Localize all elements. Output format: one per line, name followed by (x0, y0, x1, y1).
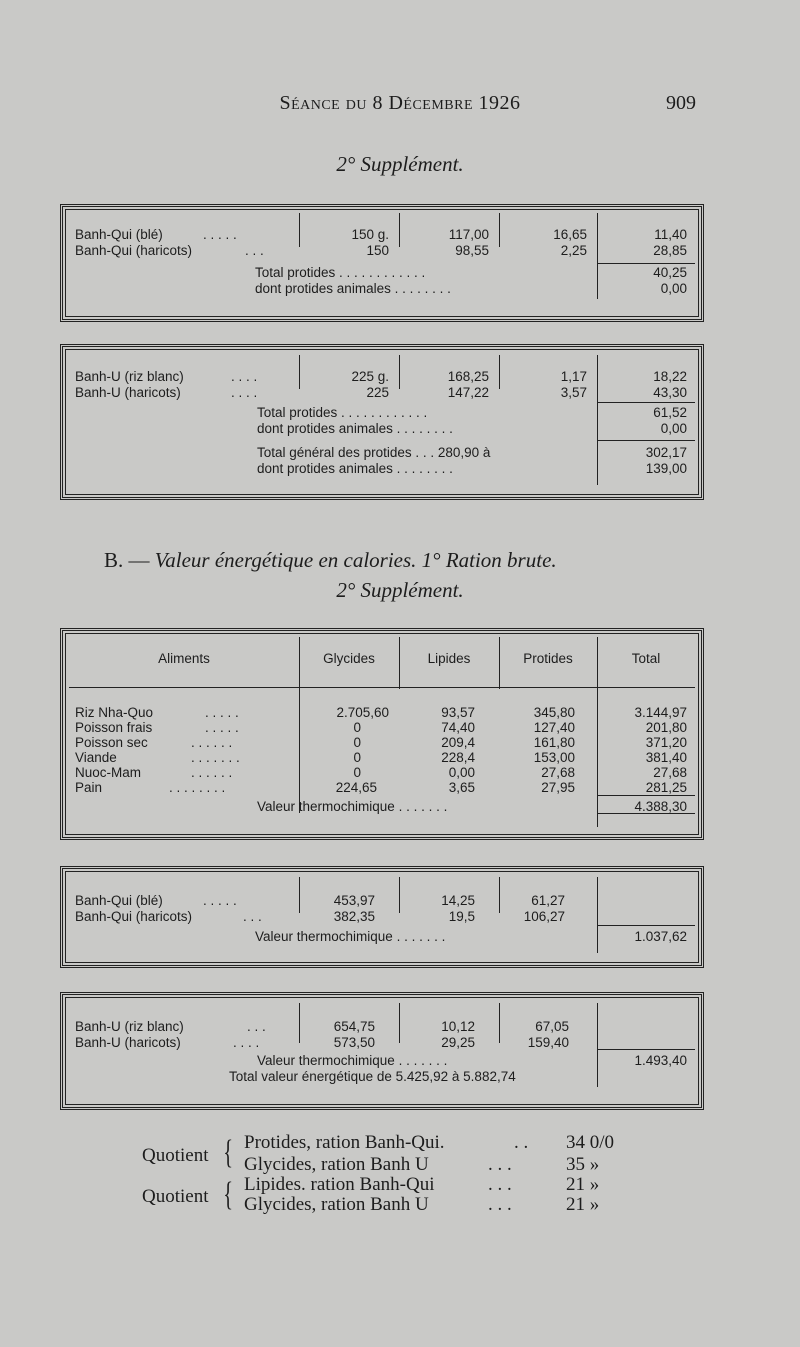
quotient-numerator: Lipides. ration Banh-Qui (244, 1174, 435, 1195)
table-row (63, 243, 701, 259)
col-header-aliments: Aliments (158, 651, 210, 666)
table-row (63, 720, 701, 736)
table-row (63, 369, 701, 385)
cell-value: 11,40 (654, 227, 687, 242)
table-header-row (63, 651, 701, 667)
quotient-label: Quotient (142, 1186, 209, 1207)
cell-value: 43,30 (653, 385, 687, 400)
col-header-glycides: Glycides (323, 651, 375, 666)
leader-dots: . . . . . (205, 705, 239, 720)
quotient-denominator: Glycides, ration Banh U (244, 1194, 429, 1215)
grand-total-value: 302,17 (645, 445, 687, 460)
cell-value: 18,22 (653, 369, 687, 384)
cell-lipides: 209,4 (441, 735, 475, 750)
table-row (63, 909, 701, 925)
cell-value: 3,57 (560, 385, 587, 400)
leader-dots: . . . (243, 909, 262, 924)
leader-dots: . . . (488, 1154, 512, 1175)
grand-total-label: Total général des protides . . . 280,90 à (257, 445, 491, 460)
table-row (63, 893, 701, 909)
cell-glycides: 0 (353, 765, 361, 780)
row-label: Poisson frais (75, 720, 153, 735)
cell-lipides: 3,65 (448, 780, 475, 795)
total-label: Valeur thermochimique . . . . . . . (257, 1053, 448, 1068)
cell-qty: 150 (366, 243, 389, 258)
table-calories-banh-u (60, 992, 704, 1110)
cell-qty: 225 (366, 385, 389, 400)
row-label: Banh-U (riz blanc) (75, 369, 184, 384)
row-label: Banh-Qui (haricots) (75, 243, 193, 258)
row-label: Banh-U (haricots) (75, 1035, 181, 1050)
cell-value: 2,25 (560, 243, 587, 258)
grand-animal-row (63, 461, 701, 477)
table-protides-banh-u (60, 344, 704, 500)
row-label: Viande (75, 750, 117, 765)
total-row (63, 1053, 701, 1069)
total-label: Total protides . . . . . . . . . . . . (255, 265, 426, 280)
cell-protides: 159,40 (527, 1035, 569, 1050)
animal-label: dont protides animales . . . . . . . . (257, 421, 453, 436)
total-value: 1.037,62 (634, 929, 687, 944)
total-value: 40,25 (653, 265, 687, 280)
row-label: Nuoc-Mam (75, 765, 142, 780)
leader-dots: . . . . . (203, 227, 237, 242)
cell-value: 16,65 (553, 227, 587, 242)
cell-lipides: 228,4 (441, 750, 475, 765)
cell-total: 381,40 (645, 750, 687, 765)
row-label: Pain (75, 780, 103, 795)
leader-dots: . . . . (231, 369, 258, 384)
col-header-total: Total (631, 651, 661, 666)
quotient-numerator: Protides, ration Banh-Qui. (244, 1132, 445, 1153)
quotient-value: 21 » (566, 1174, 600, 1195)
grand-total-row (63, 445, 701, 461)
cell-glycides: 224,65 (335, 780, 377, 795)
leader-dots: . . . (247, 1019, 266, 1034)
cell-lipides: 10,12 (441, 1019, 475, 1034)
brace-icon: { (223, 1134, 234, 1171)
cell-total: 371,20 (645, 735, 687, 750)
cell-glycides: 453,97 (333, 893, 375, 908)
cell-lipides: 93,57 (441, 705, 475, 720)
cell-protides: 345,80 (533, 705, 575, 720)
cell-value: 117,00 (448, 227, 489, 242)
leader-dots: . . . (488, 1194, 512, 1215)
page-header (0, 92, 800, 122)
cell-value: 98,55 (455, 243, 489, 258)
col-header-protides: Protides (523, 651, 573, 666)
cell-total: 3.144,97 (634, 705, 687, 720)
cell-glycides: 573,50 (333, 1035, 375, 1050)
quotient-value: 35 » (566, 1154, 600, 1175)
cell-protides: 127,40 (533, 720, 575, 735)
section-b-heading (104, 548, 704, 573)
cell-protides: 61,27 (531, 893, 565, 908)
cell-value: 168,25 (447, 369, 489, 384)
cell-total: 281,25 (645, 780, 687, 795)
animal-label: dont protides animales . . . . . . . . (255, 281, 451, 296)
cell-lipides: 29,25 (441, 1035, 475, 1050)
animal-row (63, 281, 701, 297)
cell-protides: 161,80 (533, 735, 575, 750)
total-row (63, 405, 701, 421)
table-row (63, 227, 701, 243)
cell-protides: 27,68 (541, 765, 575, 780)
grand-total-label: Total valeur énergétique de 5.425,92 à 5.882,74 (229, 1069, 516, 1084)
table-row (63, 1035, 701, 1051)
total-label: Valeur thermochimique . . . . . . . (257, 799, 448, 814)
cell-lipides: 19,5 (448, 909, 475, 924)
cell-value: 147,22 (447, 385, 489, 400)
leader-dots: . . . . . . (191, 765, 233, 780)
leader-dots: . . . . (231, 385, 258, 400)
row-label: Banh-U (haricots) (75, 385, 181, 400)
cell-total: 201,80 (645, 720, 687, 735)
total-row (63, 929, 701, 945)
leader-dots: . . (514, 1132, 529, 1153)
cell-glycides: 0 (353, 720, 361, 735)
cell-protides: 67,05 (535, 1019, 569, 1034)
table-calories-banh-qui (60, 866, 704, 968)
brace-icon: { (223, 1176, 234, 1213)
cell-qty: 150 g. (351, 227, 389, 242)
table-row (63, 385, 701, 401)
cell-protides: 27,95 (541, 780, 575, 795)
row-label: Banh-Qui (blé) (75, 227, 163, 242)
row-label: Banh-Qui (haricots) (75, 909, 193, 924)
quotient-value: 21 » (566, 1194, 600, 1215)
supplement-heading-b: 2° Supplément. (336, 578, 464, 602)
leader-dots: . . . . . (203, 893, 237, 908)
total-value: 4.388,30 (634, 799, 687, 814)
cell-qty: 225 g. (351, 369, 389, 384)
grand-animal-label: dont protides animales . . . . . . . . (257, 461, 453, 476)
col-header-lipides: Lipides (427, 651, 471, 666)
animal-value: 0,00 (660, 421, 687, 436)
quotient-label: Quotient (142, 1145, 209, 1166)
leader-dots: . . . . . . . (191, 750, 240, 765)
quotient-value: 34 0/0 (566, 1132, 615, 1153)
leader-dots: . . . (245, 243, 264, 258)
cell-glycides: 382,35 (333, 909, 375, 924)
cell-value: 28,85 (653, 243, 687, 258)
total-value: 1.493,40 (634, 1053, 687, 1068)
grand-total-row (63, 1069, 701, 1085)
row-label: Poisson sec (75, 735, 148, 750)
table-row (63, 750, 701, 766)
quotient-denominator: Glycides, ration Banh U (244, 1154, 429, 1175)
table-row (63, 1019, 701, 1035)
table-row (63, 735, 701, 751)
section-title: Valeur énergétique en calories. 1° Ration brute. (154, 548, 557, 572)
cell-lipides: 14,25 (441, 893, 475, 908)
leader-dots: . . . . . . (191, 735, 233, 750)
grand-animal-value: 139,00 (645, 461, 687, 476)
section-letter: B. — (104, 548, 150, 572)
table-calories-ration (60, 628, 704, 840)
cell-protides: 106,27 (523, 909, 565, 924)
cell-lipides: 74,40 (441, 720, 475, 735)
leader-dots: . . . . (233, 1035, 260, 1050)
animal-row (63, 421, 701, 437)
total-row (63, 799, 701, 815)
cell-value: 1,17 (560, 369, 587, 384)
total-label: Valeur thermochimique . . . . . . . (255, 929, 446, 944)
row-label: Banh-Qui (blé) (75, 893, 163, 908)
cell-protides: 153,00 (533, 750, 575, 765)
total-label: Total protides . . . . . . . . . . . . (257, 405, 428, 420)
row-label: Riz Nha-Quo (75, 705, 154, 720)
page-number: 909 (666, 92, 696, 114)
cell-glycides: 0 (353, 750, 361, 765)
cell-lipides: 0,00 (448, 765, 475, 780)
total-row (63, 265, 701, 281)
total-value: 61,52 (653, 405, 687, 420)
cell-glycides: 654,75 (333, 1019, 375, 1034)
leader-dots: . . . . . (205, 720, 239, 735)
leader-dots: . . . . . . . . (169, 780, 226, 795)
table-row (63, 705, 701, 721)
cell-total: 27,68 (653, 765, 687, 780)
row-label: Banh-U (riz blanc) (75, 1019, 184, 1034)
leader-dots: . . . (488, 1174, 512, 1195)
running-title: Séance du 8 Décembre 1926 (279, 92, 521, 114)
animal-value: 0,00 (660, 281, 687, 296)
cell-glycides: 2.705,60 (336, 705, 389, 720)
table-row (63, 765, 701, 781)
table-row (63, 780, 701, 796)
table-protides-banh-qui (60, 204, 704, 322)
cell-glycides: 0 (353, 735, 361, 750)
supplement-heading-a: 2° Supplément. (336, 152, 464, 176)
